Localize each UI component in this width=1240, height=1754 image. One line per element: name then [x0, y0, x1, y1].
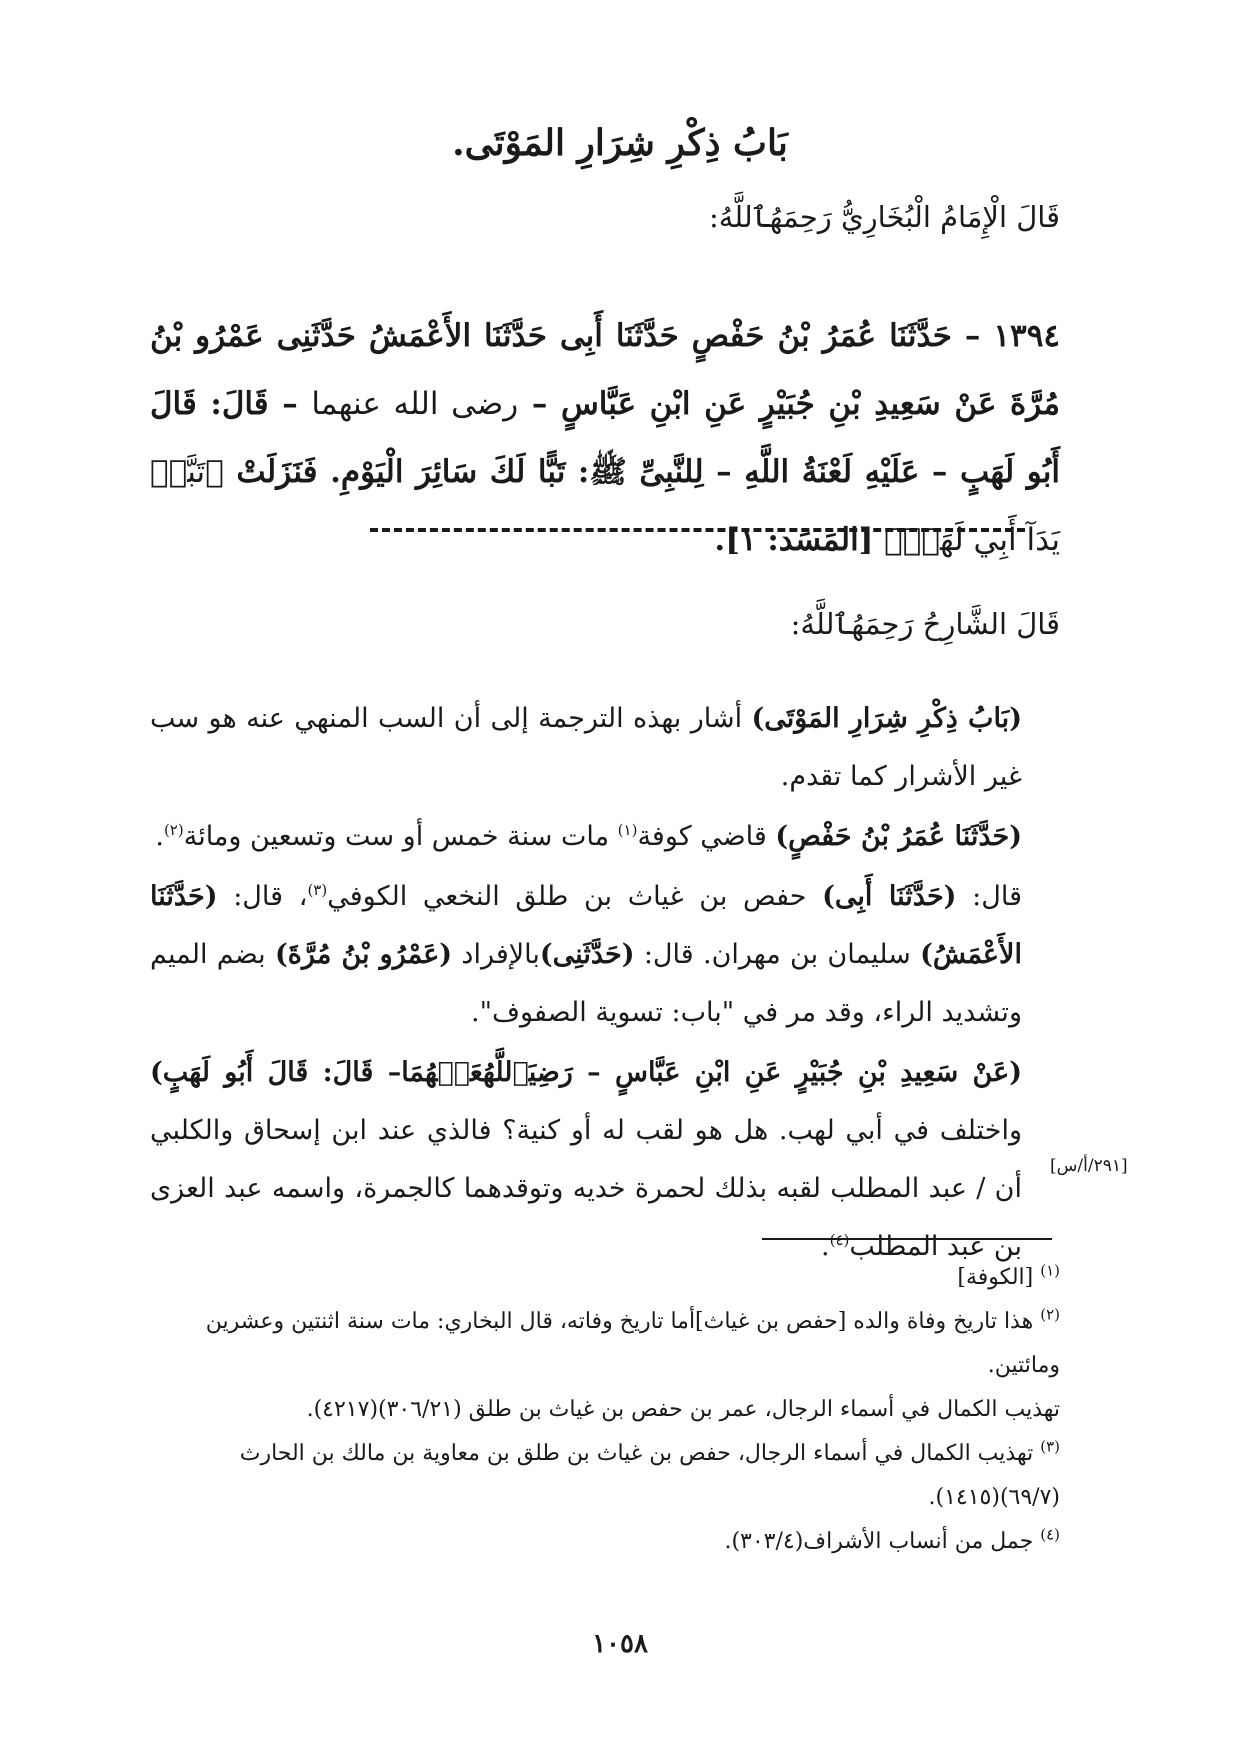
hadith-matn: – قَالَ: قَالَ أَبُو لَهَبٍ – عَلَيْهِ لَعْنَةُ اللَّهِ – لِلنَّبِىِّ ﷺ: تَبًّا لَكَ سَائِرَ الْيَوْمِ. فَنَزَلَتْ: [150, 386, 1060, 490]
commentary-paragraph: [150, 690, 1060, 806]
footnote-number: (١): [1040, 1261, 1060, 1280]
footnote-separator: [762, 1238, 1052, 1240]
hadith-text: [150, 302, 1060, 574]
imam-intro: قَالَ الْإِمَامُ الْبُخَارِيُّ رَحِمَهُٱللَّهُ:: [708, 200, 1060, 234]
quoted-matn: (بَابُ ذِكْرِ شِرَارِ المَوْتَى): [751, 703, 1022, 734]
footnote-ref: (٤): [829, 1231, 850, 1249]
footnote-number: (٤): [1040, 1525, 1060, 1544]
ayah-reference: [المَسَد: ١].: [714, 522, 874, 558]
commentary-text: أشار بهذه الترجمة إلى أن السب المنهي عنه هو سب غير الأشرار كما تقدم.: [150, 703, 1022, 792]
hadith-number: ١٣٩٤: [993, 318, 1060, 354]
footnote: [150, 1256, 1060, 1300]
footnote: [150, 1432, 1060, 1476]
commentary-text: .: [155, 821, 164, 852]
commentary-paragraph: [150, 1044, 1060, 1276]
sharih-intro: قَالَ الشَّارِحُ رَحِمَهُٱللَّهُ:: [790, 607, 1060, 641]
commentary-text: حفص بن غياث بن طلق النخعي الكوفي: [327, 881, 807, 912]
commentary-text: ، قال:: [233, 881, 308, 912]
footnote-number: (٣): [1040, 1437, 1060, 1456]
manuscript-folio-note: [٢٩١/أ/س]: [1050, 1156, 1128, 1176]
footnote: [150, 1520, 1060, 1564]
page-number: ١٠٥٨: [592, 1629, 648, 1659]
footnote: [150, 1300, 1060, 1388]
commentary-paragraph: [150, 808, 1060, 866]
quoted-matn: (حَدَّثَنَا أَبِى): [822, 881, 957, 912]
footnote-number: (٢): [1040, 1305, 1060, 1324]
commentary-paragraph: [150, 868, 1060, 1042]
commentary-body: [150, 690, 1060, 1278]
commentary-text: واختلف في أبي لهب. هل هو لقب له أو كنية؟ فالذي عند ابن إسحاق والكلبي أن / عبد المطلب لقبه بذلك لحمرة خديه وتوقدهما كالجمرة، واسمه عبد العزى بن عبد المطلب: [150, 1115, 1022, 1262]
commentary-text: .: [821, 1231, 830, 1262]
footnote-text: هذا تاريخ وفاة والده [حفص بن غياث]أما تاريخ وفاته، قال البخاري: مات سنة اثنتين وعشرين ومائتين.: [205, 1309, 1060, 1378]
quoted-matn: (حَدَّثَنِى): [539, 939, 635, 970]
footnote-ref: (٢): [163, 821, 184, 839]
commentary-text: قاضي كوفة: [637, 821, 767, 852]
chapter-title: بَابُ ذِكْرِ شِرَارِ المَوْتَى.: [452, 122, 788, 164]
commentary-text: مات سنة خمس أو ست وتسعين ومائة: [183, 821, 610, 852]
footnote-ref: (٣): [307, 881, 328, 899]
hadith-radi: رضى الله عنهما: [311, 386, 519, 422]
quran-ayah: ﴿تَبَّتۡ يَدَآ أَبِي لَهَبٖ﴾: [150, 454, 1060, 558]
footnote-ref: (١): [617, 821, 638, 839]
commentary-text: سليمان بن مهران. قال:: [643, 939, 911, 970]
section-divider: [370, 528, 1025, 532]
footnotes: [150, 1256, 1060, 1564]
commentary-text: بضم الميم وتشديد الراء، وقد مر في "باب: تسوية الصفوف".: [150, 939, 1022, 1028]
footnote-text: جمل من أنساب الأشراف(٣٠٣/٤).: [724, 1529, 1034, 1554]
commentary-text: قال:: [972, 881, 1022, 912]
footnote-continuation: (٦٩/٧)(١٤١٥).: [928, 1485, 1060, 1510]
footnote-text: [الكوفة]: [957, 1265, 1034, 1290]
quoted-matn: (حَدَّثَنَا الأَعْمَشُ): [150, 881, 1022, 970]
quoted-matn: (عَمْرُو بْنُ مُرَّةَ): [275, 939, 453, 970]
commentary-text: بالإفراد: [461, 939, 540, 970]
hadith-chain: – حَدَّثَنَا عُمَرُ بْنُ حَفْصٍ حَدَّثَنَا أَبِى حَدَّثَنَا الأَعْمَشُ حَدَّثَنِى عَمْرُو بْنُ مُرَّةَ عَنْ سَعِيدِ بْنِ جُبَيْرٍ عَنِ ابْنِ عَبَّاسٍ –: [150, 318, 1061, 422]
quoted-matn: (حَدَّثَنَا عُمَرُ بْنُ حَفْصٍ): [775, 821, 1022, 852]
footnote-text: تهذيب الكمال في أسماء الرجال، حفص بن غياث بن طلق بن معاوية بن مالك بن الحارث: [239, 1441, 1034, 1466]
footnote-continuation: تهذيب الكمال في أسماء الرجال، عمر بن حفص بن غياث بن طلق (٣٠٦/٢١)(٤٢١٧).: [306, 1397, 1060, 1422]
quoted-matn: (عَنْ سَعِيدِ بْنِ جُبَيْرٍ عَنِ ابْنِ عَبَّاسٍ – رَضِيَٱللَّهُعَنۡهُمَا– قَالَ: قَالَ أَبُو لَهَبٍ): [150, 1057, 1022, 1088]
